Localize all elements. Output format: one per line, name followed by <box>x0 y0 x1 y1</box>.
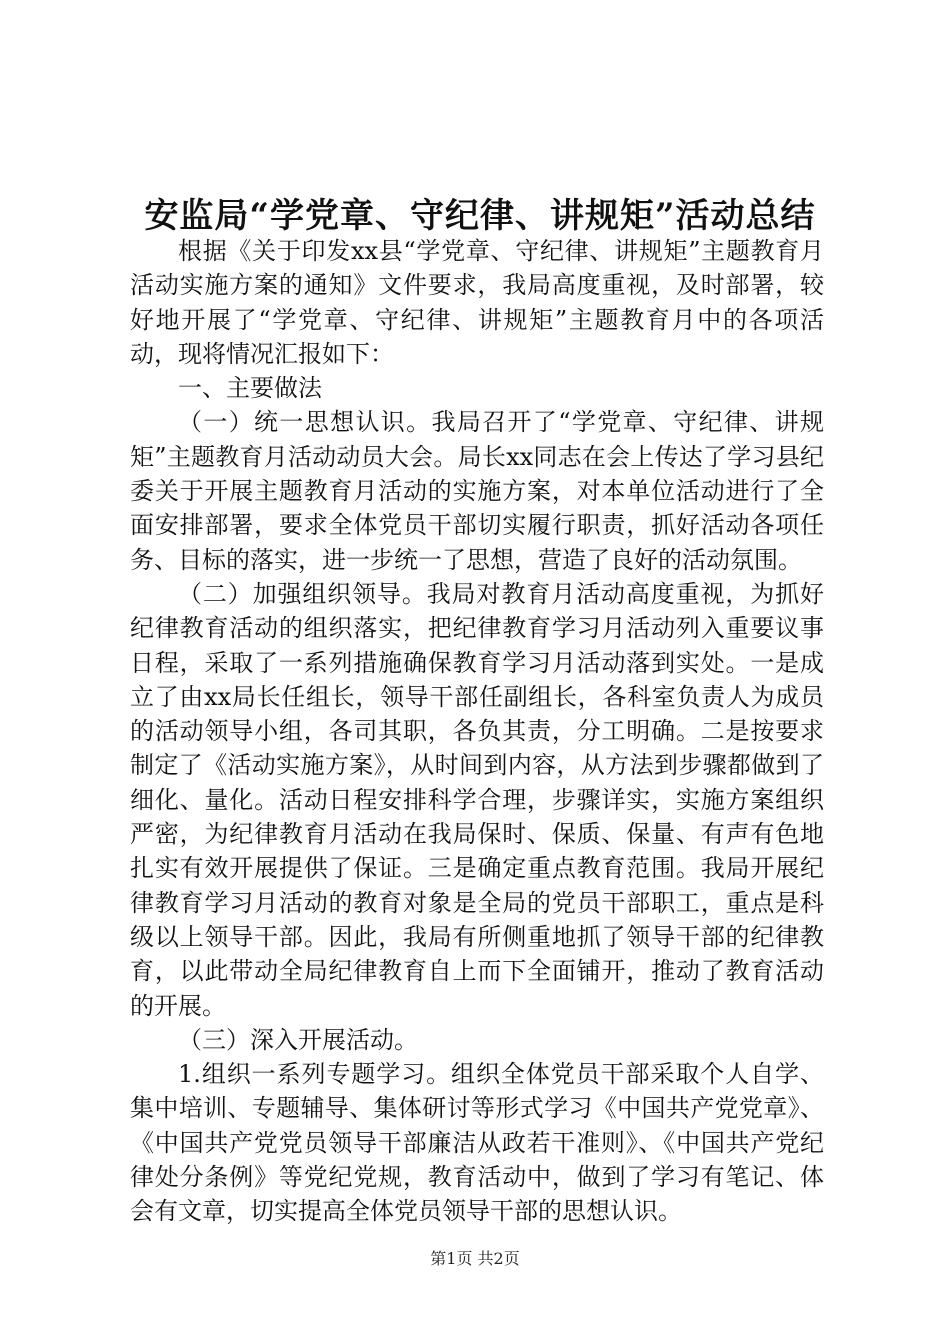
paragraph-unify-thinking: （一）统一思想认识。我局召开了“学党章、守纪律、讲规矩”主题教育月活动动员大会。局长xx同志在会上传达了学习县纪委关于开展主题教育月活动的实施方案，对本单位活动进行了全面安排部署，要求全体党员干部切实履行职责，抓好活动各项任务、目标的落实，进一步统一了思想，营造了良好的活动氛围。 <box>130 408 824 574</box>
page-number-footer: 第1页 共2页 <box>430 1249 520 1268</box>
document-title: 安监局“学党章、守纪律、讲规矩”活动总结 <box>144 196 816 236</box>
paragraph-strengthen-leadership: （二）加强组织领导。我局对教育月活动高度重视，为抓好纪律教育活动的组织落实，把纪律教育学习月活动列入重要议事日程，采取了一系列措施确保教育学习月活动落到实处。一是成立了由xx局长任组长，领导干部任副组长，各科室负责人为成员的活动领导小组，各司其职，各负其责，分工明确。二是按要求制定了《活动实施方案》，从时间到内容，从方法到步骤都做到了细化、量化。活动日程安排科学合理，步骤详实，实施方案组织严密，为纪律教育月活动在我局保时、保质、保量、有声有色地扎实有效开展提供了保证。三是确定重点教育范围。我局开展纪律教育学习月活动的教育对象是全局的党员干部职工，重点是科级以上领导干部。因此，我局有所侧重地抓了领导干部的纪律教育，以此带动全局纪律教育自上而下全面铺开，推动了教育活动的开展。 <box>130 579 824 1020</box>
paragraph-intro: 根据《关于印发xx县“学党章、守纪律、讲规矩”主题教育月活动实施方案的通知》文件要求，我局高度重视，及时部署，较好地开展了“学党章、守纪律、讲规矩”主题教育月中的各项活动，现将情况汇报如下： <box>130 237 824 368</box>
subheading-carry-out-activities: （三）深入开展活动。 <box>178 1025 418 1054</box>
section-heading-main-practices: 一、主要做法 <box>178 374 322 403</box>
document-body <box>130 234 824 1229</box>
paragraph-special-study: 1.组织一系列专题学习。组织全体党员干部采取个人自学、集中培训、专题辅导、集体研讨等形式学习《中国共产党党章》、《中国共产党党员领导干部廉洁从政若干准则》、《中国共产党纪律处分条例》等党纪党规，教育活动中，做到了学习有笔记、体会有文章，切实提高全体党员领导干部的思想认识。 <box>130 1060 824 1226</box>
